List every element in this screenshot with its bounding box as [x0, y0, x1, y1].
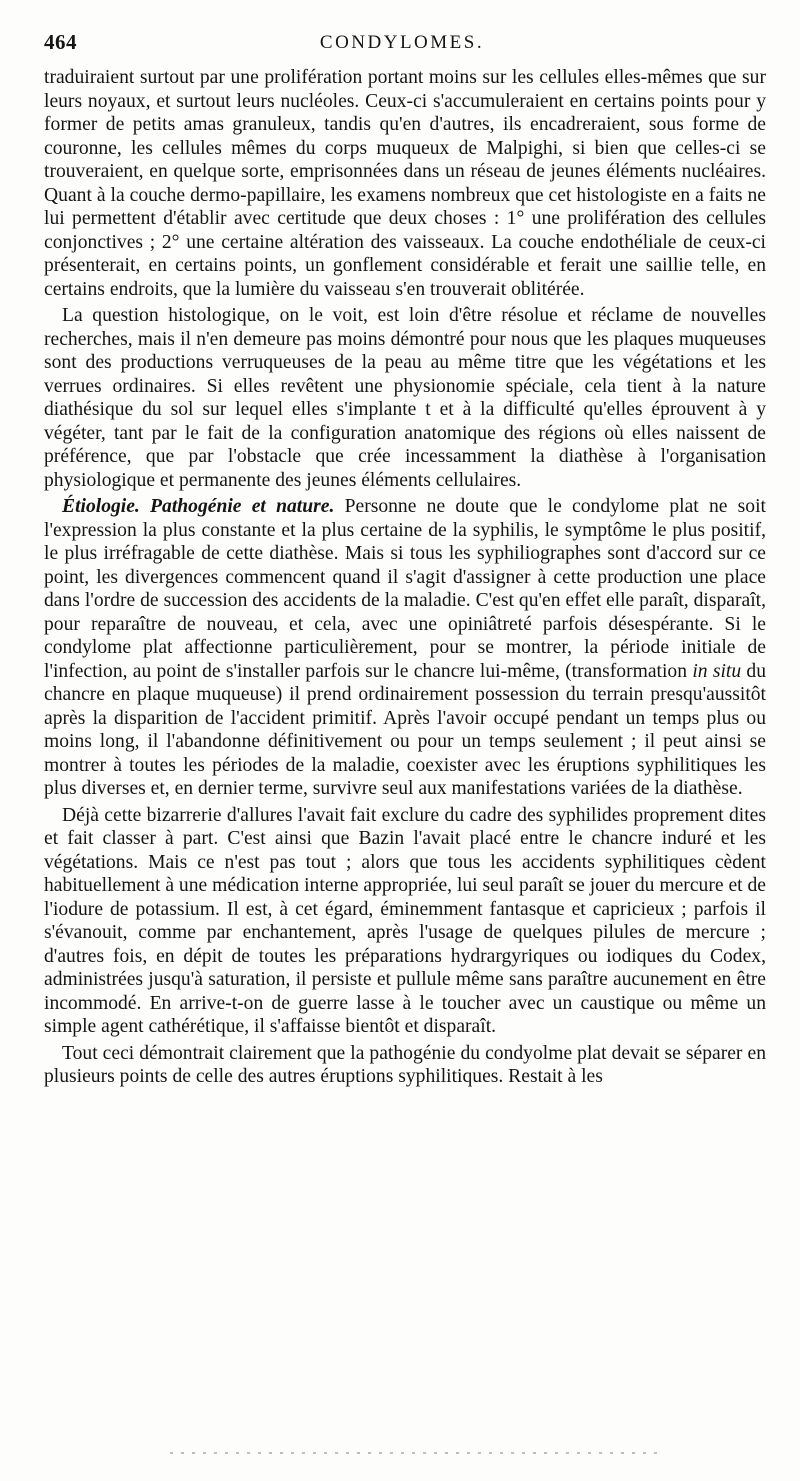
paragraph-etiology	[44, 495, 766, 801]
italic-phrase: in situ	[692, 660, 742, 682]
paragraph-histology-continued: traduiraient surtout par une prolifération portant moins sur les cellules elles-mêmes que sur leurs noyaux, et surtout leurs nucléoles. Ceux-ci s'accumuleraient en certains points pour y former de petits amas granuleux, tandis qu'en d'autres, ils encadreraient, sous forme de couronne, les cellules mêmes du corps muqueux de Malpighi, si bien que celles-ci se trouveraient, en quelque sorte, emprisonnées dans un réseau de jeunes éléments nucléaires. Quant à la couche dermo-papillaire, les examens nombreux que cet histologiste en a faits ne lui permettent d'établir avec certitude que deux choses : 1° une prolifération des cellules conjonctives ; 2° une certaine altération des vaisseaux. La couche endothéliale de ceux-ci présenterait, en certains points, un gonflement considérable et ferait une saillie telle, en certains endroits, que la lumière du vaisseau s'en trouverait oblitérée.	[44, 67, 766, 300]
section-heading-etiology: Étiologie. Pathogénie et nature.	[62, 496, 335, 517]
paragraph-histological-question: La question histologique, on le voit, est loin d'être résolue et réclame de nouvelles recherches, mais il n'en demeure pas moins démontré pour nous que les plaques muqueuses sont des productions verruqueuses de la peau au même titre que les végétations et les verrues ordinaires. Si elles revêtent une physionomie spéciale, cela tient à la nature diathésique du sol sur lequel elles s'implante t et à la difficulté qu'elles éprouvent à y végéter, tant par le fait de la configuration anatomique des régions où elles naissent de préférence, que par l'obstacle que crée incessamment la diathèse à l'organisation physiologique et permanente des jeunes éléments cellulaires.	[44, 305, 766, 491]
page-header	[44, 30, 760, 56]
paragraph-text-continued: du chancre en plaque muqueuse) il prend ordinairement possession du terrain presqu'aussitôt après la disparition de l'accident primitif. Après l'avoir occupé pendant un temps plus ou moins long, il l'abandonne définitivement ou pour un temps seulement ; il peut ainsi se montrer à toutes les périodes de la maladie, coexister avec les éruptions syphilitiques les plus diverses et, en dernier terme, survivre seul aux manifestations variées de la diathèse.	[44, 660, 767, 799]
body-text	[44, 66, 766, 1089]
paragraph-text: Personne ne doute que le condylome plat ne soit l'expression la plus constante et la plus certaine de la syphilis, le symptôme le plus positif, le plus irréfragable de cette diathèse. Mais si tous les syphiliographes sont d'accord sur ce point, les divergences commencent quand il s'agit d'assigner à cette production une place dans l'ordre de succession des accidents de la maladie. C'est qu'en effet elle paraît, disparaît, pour reparaître de nouveau, et cela, avec une opiniâtreté parfois désespérante. Si le condylome plat affectionne particulièrement, pour se montrer, la période initiale de l'infection, au point de s'installer parfois sur le chancre lui-même, (transformation	[44, 496, 766, 682]
paragraph-bizarre-behavior: Déjà cette bizarrerie d'allures l'avait fait exclure du cadre des syphilides proprement dites et fait classer à part. C'est ainsi que Bazin l'avait placé entre le chancre induré et les végétations. Mais ce n'est pas tout ; alors que tous les accidents syphilitiques cèdent habituellement à une médication interne appropriée, lui seul paraît se jouer du mercure et de l'iodure de potassium. Il est, à cet égard, éminemment fantasque et capricieux ; parfois il s'évanouit, comme par enchantement, après l'usage de quelques pilules de mercure ; d'autres fois, en dépit de toutes les préparations hydrargyriques ou iodiques du Codex, administrées jusqu'à saturation, il persiste et pullule même sans paraître aucunement en être incommodé. En arrive-t-on de guerre lasse à le toucher avec un caustique ou même un simple agent cathérétique, il s'affaisse bientôt et disparaît.	[44, 804, 766, 1037]
bottom-print-marks	[170, 1452, 660, 1458]
running-title: CONDYLOMES.	[319, 32, 485, 53]
paragraph-conclusion-start: Tout ceci démontrait clairement que la pathogénie du condyolme plat devait se séparer en plusieurs points de celle des autres éruptions syphilitiques. Restait à les	[44, 1042, 766, 1087]
page-number: 464	[44, 30, 77, 54]
